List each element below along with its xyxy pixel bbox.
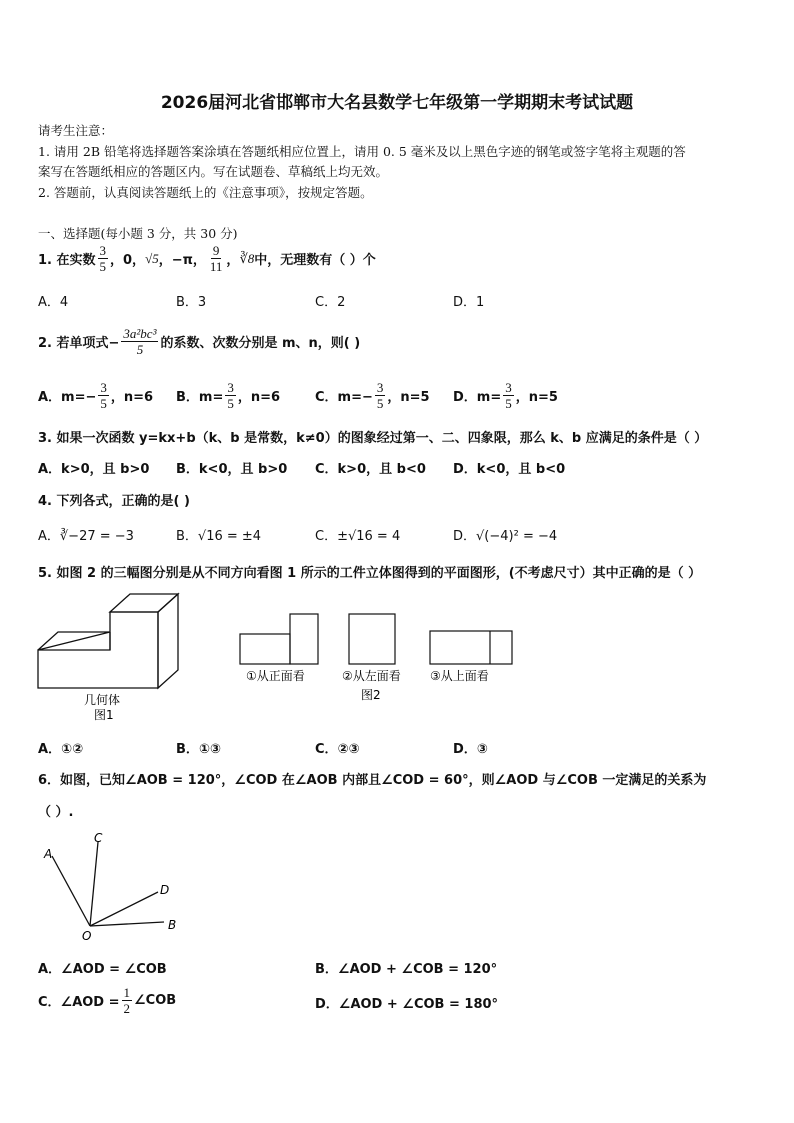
q2-option-c[interactable]	[315, 380, 430, 411]
q4-option-c[interactable]: C．±√16 = 4	[315, 529, 401, 544]
q2-d-suf: ，n=5	[515, 390, 558, 405]
label-d: D	[160, 883, 170, 897]
q2-d-frac: $\frac{3}{5}$	[505, 380, 512, 411]
q4-option-b[interactable]: B．√16 = ±4	[176, 529, 262, 544]
q2-c-pre: C．m=−	[315, 390, 373, 405]
q4-option-d[interactable]: D．√(−4)² = −4	[453, 529, 558, 544]
question-5: 5. 如图 2 的三幅图分别是从不同方向看图 1 所示的工件立体图得到的平面图形，(不考虑尺寸）其中正确的是（ ）	[38, 566, 702, 581]
q1-mid-2: ，−π，	[158, 253, 206, 268]
figure-1-solid	[36, 588, 186, 723]
q3-option-b[interactable]: B．k<0，且 b>0	[176, 462, 288, 477]
q6-c-suf: ∠COB	[134, 993, 177, 1008]
figure-angles	[38, 828, 188, 943]
view-left-label: ②从左面看	[342, 669, 401, 683]
q1-fraction-1: $\frac{3}{5}$	[99, 243, 107, 274]
view-front-label: ①从正面看	[246, 669, 305, 683]
q2-c-frac: $\frac{3}{5}$	[376, 380, 384, 411]
notice-line-1: 1. 请用 2B 铅笔将选择题答案涂填在答题纸相应位置上，请用 0. 5 毫米及以上黑色字迹的钢笔或签字笔将主观题的答	[38, 144, 686, 159]
q6-option-b[interactable]: B．∠AOD + ∠COB = 120°	[315, 962, 498, 977]
q1-prefix: 1. 在实数	[38, 253, 96, 268]
q2-option-b[interactable]	[176, 380, 280, 411]
label-b: B	[168, 918, 177, 932]
q6-c-frac: $\frac{1}{2}$	[123, 985, 131, 1016]
q2-c-suf: ，n=5	[387, 390, 430, 405]
q2-option-a[interactable]	[38, 380, 153, 411]
page-title: 2026届河北省邯郸市大名县数学七年级第一学期期末考试试题	[160, 93, 634, 113]
q2-monomial: $\frac{\text{3a²bc³}}{5}$	[123, 326, 157, 357]
section-heading: 一、选择题(每小题 3 分，共 30 分)	[38, 226, 238, 241]
q3-option-a[interactable]: A．k>0，且 b>0	[38, 462, 150, 477]
q1-option-b[interactable]: B．3	[176, 295, 207, 310]
notice-line-1b: 案写在答题纸相应的答题区内。写在试题卷、草稿纸上均无效。	[38, 164, 389, 179]
q2-d-pre: D．m=	[453, 390, 502, 405]
q1-fraction-2: $\frac{9}{11}$	[209, 243, 223, 274]
notice-header: 请考生注意：	[38, 123, 114, 138]
figure-2-views	[236, 608, 516, 708]
q2-option-d[interactable]	[453, 380, 558, 411]
label-o: O	[82, 929, 92, 943]
notice-line-2: 2. 答题前，认真阅读答题纸上的《注意事项》，按规定答题。	[38, 185, 373, 200]
q1-mid-1: ，0，	[110, 253, 146, 268]
question-6-blank: （ ）.	[38, 805, 74, 820]
q4-option-a[interactable]: A．∛−27 = −3	[38, 529, 134, 544]
q2-prefix: 2. 若单项式−	[38, 336, 120, 351]
question-4: 4. 下列各式，正确的是( )	[38, 494, 190, 509]
q2-b-suf: ，n=6	[237, 390, 281, 405]
q6-option-d[interactable]: D．∠AOD + ∠COB = 180°	[315, 997, 499, 1012]
q2-b-frac: $\frac{3}{5}$	[227, 380, 234, 411]
q6-option-a[interactable]: A．∠AOD = ∠COB	[38, 962, 167, 977]
q1-mid-3: ，	[226, 253, 240, 268]
q5-option-b[interactable]: B．①③	[176, 742, 221, 757]
q2-a-frac: $\frac{3}{5}$	[100, 380, 107, 411]
q5-option-a[interactable]: A．①②	[38, 742, 84, 757]
view-top-label: ③从上面看	[430, 669, 489, 683]
q6-option-c[interactable]	[38, 985, 176, 1016]
question-3: 3. 如果一次函数 y=kx+b（k、b 是常数，k≠0）的图象经过第一、二、四象限，那么 k、b 应满足的条件是（ ）	[38, 431, 708, 446]
q1-option-c[interactable]: C．2	[315, 295, 346, 310]
label-a: A	[44, 847, 53, 861]
q2-suffix: 的系数、次数分别是 m、n，则( )	[160, 336, 361, 351]
figure-1-label-solid: 几何体	[84, 693, 121, 707]
q1-option-a[interactable]: A．4	[38, 295, 69, 310]
q3-option-c[interactable]: C．k>0，且 b<0	[315, 462, 426, 477]
q6-c-pre: C．∠AOD =	[38, 995, 120, 1010]
question-2	[38, 326, 360, 357]
q5-option-c[interactable]: C．②③	[315, 742, 360, 757]
figure-1-label: 图1	[94, 708, 114, 722]
q1-option-d[interactable]: D．1	[453, 295, 485, 310]
q3-option-d[interactable]: D．k<0，且 b<0	[453, 462, 566, 477]
q1-cbrt8: ∛8	[239, 250, 255, 266]
label-c: C	[94, 831, 103, 845]
q1-suffix: 中，无理数有（ ）个	[254, 253, 376, 268]
q5-option-d[interactable]: D．③	[453, 742, 488, 757]
figure-2-label: 图2	[361, 688, 381, 702]
question-1	[38, 243, 376, 274]
q2-b-pre: B．m=	[176, 390, 224, 405]
q2-a-suf: ，n=6	[110, 390, 154, 405]
question-6: 6．如图，已知∠AOB = 120°，∠COD 在∠AOB 内部且∠COD = 60°，则∠AOD 与∠COB 一定满足的关系为	[38, 773, 707, 788]
q1-sqrt5: √5	[145, 250, 159, 266]
q2-a-pre: A．m=−	[38, 390, 97, 405]
